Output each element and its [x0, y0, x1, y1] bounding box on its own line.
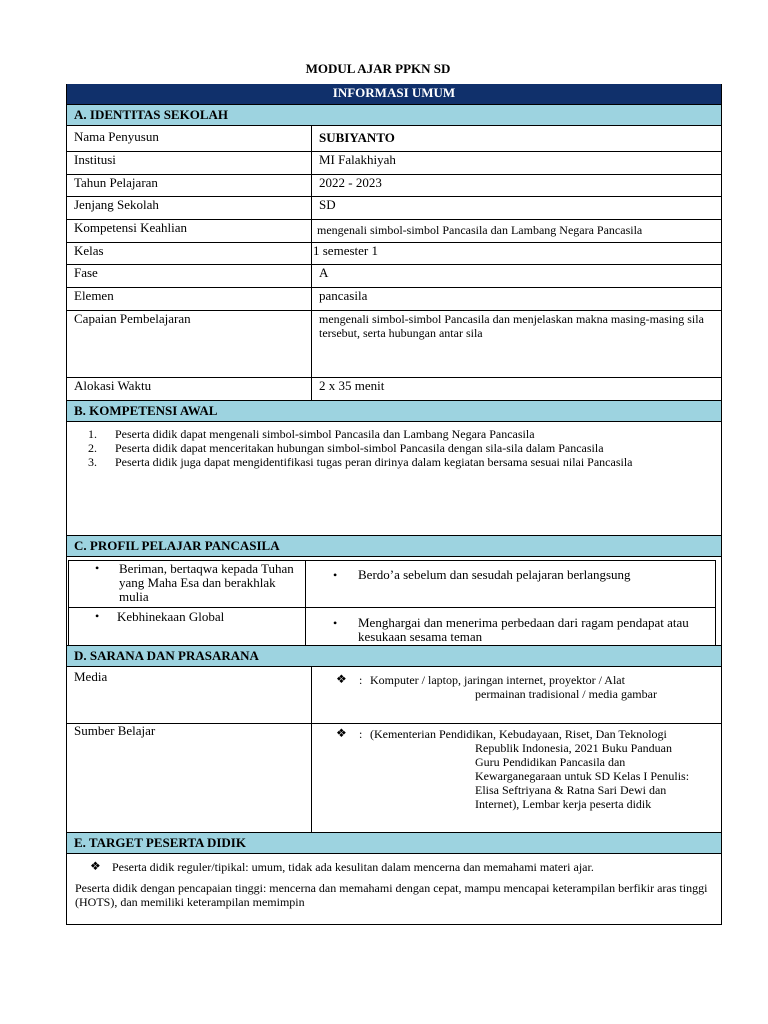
- profil-kegiatan-2: Menghargai dan menerima perbedaan dari ragam pendapat atau kesukaan sesama teman: [358, 615, 689, 644]
- label-sumber-belajar: Sumber Belajar: [74, 723, 156, 738]
- sarana-column-divider: [311, 667, 312, 833]
- value-nama-penyusun: SUBIYANTO: [319, 130, 395, 145]
- value-kompetensi-keahlian: mengenali simbol-simbol Pancasila dan Lambang Negara Pancasila: [317, 223, 643, 237]
- value-media: Komputer / laptop, jaringan internet, proyektor / Alat: [370, 673, 625, 687]
- target-reguler: Peserta didik reguler/tipikal: umum, tidak ada kesulitan dalam mencerna dan memahami materi ajar.: [112, 860, 594, 874]
- sumber-line: Elisa Seftriyana & Ratna Sari Dewi dan: [475, 783, 667, 797]
- label-elemen: Elemen: [74, 288, 114, 303]
- profil-dimensi-2: Kebhinekaan Global: [117, 609, 225, 624]
- sumber-line: Republik Indonesia, 2021 Buku Panduan: [475, 741, 672, 755]
- value-alokasi-waktu: 2 x 35 menit: [319, 378, 385, 393]
- value-institusi: MI Falakhiyah: [319, 152, 396, 167]
- row-divider: [67, 287, 721, 288]
- section-e-header: E. TARGET PESERTA DIDIK: [67, 832, 721, 854]
- label-fase: Fase: [74, 265, 98, 280]
- diamond-bullet-icon: ❖: [336, 672, 347, 686]
- row-divider: [67, 196, 721, 197]
- section-b-header: B. KOMPETENSI AWAL: [67, 400, 721, 422]
- diamond-bullet-icon: ❖: [90, 859, 101, 873]
- value-tahun-pelajaran: 2022 - 2023: [319, 175, 382, 190]
- colon: :: [359, 673, 363, 687]
- value-fase: A: [319, 265, 329, 280]
- row-divider: [68, 607, 716, 608]
- profil-column-divider: [305, 560, 306, 646]
- bullet-icon: •: [95, 609, 100, 623]
- informasi-umum-header: INFORMASI UMUM: [67, 84, 721, 105]
- bullet-icon: •: [333, 616, 338, 630]
- value-sumber-belajar: (Kementerian Pendidikan, Kebudayaan, Riset, Dan Teknologi: [370, 727, 667, 741]
- label-capaian-pembelajaran: Capaian Pembelajaran: [74, 311, 191, 326]
- bullet-icon: •: [95, 561, 100, 575]
- row-divider: [67, 723, 721, 724]
- label-tahun-pelajaran: Tahun Pelajaran: [74, 175, 158, 190]
- label-kompetensi-keahlian: Kompetensi Keahlian: [74, 220, 187, 235]
- kompetensi-list: [88, 427, 633, 469]
- sumber-line: Guru Pendidikan Pancasila dan: [475, 755, 626, 769]
- colon: :: [359, 727, 363, 741]
- label-media: Media: [74, 669, 108, 684]
- value-media-cont: permainan tradisional / media gambar: [475, 687, 657, 701]
- value-elemen: pancasila: [319, 288, 368, 303]
- page-title: MODUL AJAR PPKN SD: [305, 61, 451, 76]
- label-institusi: Institusi: [74, 152, 116, 167]
- section-d-header: D. SARANA DAN PRASARANA: [67, 645, 721, 667]
- label-alokasi-waktu: Alokasi Waktu: [74, 378, 152, 393]
- row-divider: [67, 377, 721, 378]
- sumber-line: Kewarganegaraan untuk SD Kelas I Penulis:: [475, 769, 690, 783]
- list-item: 3. Peserta didik juga dapat mengidentifikasi tugas peran dirinya dalam kegiatan bersama sesuai nilai Pancasila: [88, 455, 633, 469]
- value-capaian-pembelajaran: mengenali simbol-simbol Pancasila dan menjelaskan makna masing-masing sila tersebut, serta hubungan antar sila: [319, 312, 704, 340]
- profil-dimensi-1: Beriman, bertaqwa kepada Tuhan yang Maha Esa dan berakhlak mulia: [119, 561, 294, 604]
- sumber-line: Internet), Lembar kerja peserta didik: [475, 797, 652, 811]
- list-item: 1. Peserta didik dapat mengenali simbol-simbol Pancasila dan Lambang Negara Pancasila: [88, 427, 535, 441]
- row-divider: [67, 174, 721, 175]
- label-jenjang-sekolah: Jenjang Sekolah: [74, 197, 159, 212]
- label-kelas: Kelas: [74, 243, 104, 258]
- target-tinggi: Peserta didik dengan pencapaian tinggi: mencerna dan memahami dengan cepat, mampu mencapai keterampilan berfikir aras tinggi (HOTS), dan memiliki keterampilan memimpin: [75, 881, 708, 909]
- value-jenjang-sekolah: SD: [319, 197, 336, 212]
- bullet-icon: •: [333, 568, 338, 582]
- row-divider: [67, 242, 721, 243]
- section-c-header: C. PROFIL PELAJAR PANCASILA: [67, 535, 721, 557]
- value-kelas: 1 semester 1: [313, 243, 378, 258]
- list-item: 2. Peserta didik dapat menceritakan hubungan simbol-simbol Pancasila dengan sila-sila dalam Pancasila: [88, 441, 604, 455]
- label-nama-penyusun: Nama Penyusun: [74, 129, 159, 144]
- profil-kegiatan-1: Berdo’a sebelum dan sesudah pelajaran berlangsung: [358, 567, 631, 582]
- diamond-bullet-icon: ❖: [336, 726, 347, 740]
- section-a-header: A. IDENTITAS SEKOLAH: [67, 104, 721, 126]
- row-divider: [67, 264, 721, 265]
